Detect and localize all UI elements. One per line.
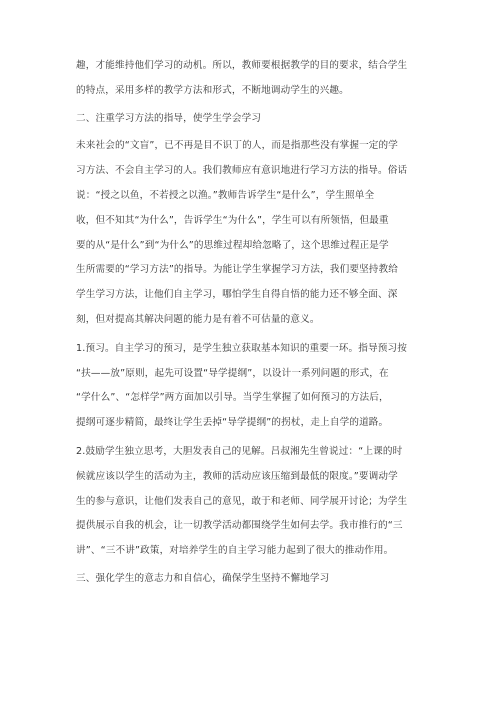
text-line: 习方法、不会自主学习的人。我们教师应有意识地进行学习方法的指导。俗话: [76, 165, 408, 177]
text-line: 生的参与意识，让他们发表自己的意见，敢于和老师、同学展开讨论；为学生: [76, 495, 408, 507]
paragraph-preview: [76, 337, 424, 436]
text-line: 趣，才能维持他们学习的动机。所以，教师要根据教学的目的要求，结合学生: [76, 60, 408, 71]
paragraph-independent-thinking: [76, 440, 424, 564]
section-heading-learning-methods: 二、注重学习方法的指导，使学生学会学习: [76, 112, 262, 124]
text-line: 的特点，采用多样的教学方法和形式，不断地调动学生的兴趣。: [76, 84, 349, 96]
text-line: “扶——放”原则，起先可设置“导学提纲”，以设计一系列问题的形式，在: [76, 367, 389, 379]
text-line: 说：“授之以鱼，不若授之以渔。”教师告诉学生“是什么”，学生照单全: [76, 189, 375, 201]
text-line: 2.鼓励学生独立思考，大胆发表自己的见解。吕叔湘先生曾说过：“上课的时: [76, 445, 403, 457]
text-line: 生所需要的“学习方法”的指导。为能让学生掌握学习方法，我们要坚持教给: [76, 264, 399, 276]
text-line: 刻，但对提高其解决问题的能力是有着不可估量的意义。: [76, 313, 320, 325]
text-line: 学生学习方法，让他们自主学习，哪怕学生自得自悟的能力还不够全面、深: [76, 289, 398, 301]
text-line: 1.预习。自主学习的预习，是学生独立获取基本知识的重要一环。指导预习按: [76, 342, 407, 354]
paragraph-student-interest: [76, 54, 424, 104]
text-line: “学什么”、“怎样学”两方面加以引导。当学生掌握了如何预习的方法后，: [76, 392, 389, 404]
text-line: 收，但不知其“为什么”，告诉学生“为什么”，学生可以有所领悟，但最重: [76, 214, 389, 226]
document-body: [76, 54, 424, 595]
text-line: 提供展示自我的机会，让一切教学活动都围绕学生如何去学。我市推行的“三: [76, 520, 403, 532]
text-line: 讲”、“三不讲”政策，对培养学生的自主学习能力起到了很大的推动作用。: [76, 545, 394, 557]
text-line: 候就应该以学生的活动为主，教师的活动应该压缩到最低的限度。”要调动学: [76, 470, 398, 482]
text-line: 未来社会的“文盲”，已不再是目不识丁的人，而是指那些没有掌握一定的学: [76, 140, 399, 152]
paragraph-learning-methods: [76, 134, 424, 332]
section-heading-willpower: 三、强化学生的意志力和自信心，确保学生坚持不懈地学习: [76, 572, 330, 584]
text-line: 要的从“是什么”到“为什么”的思维过程却给忽略了，这个思维过程正是学: [76, 239, 389, 251]
text-line: 提纲可逐步精简，最终让学生丢掉“导学提纲”的拐杖，走上自学的道路。: [76, 417, 389, 429]
